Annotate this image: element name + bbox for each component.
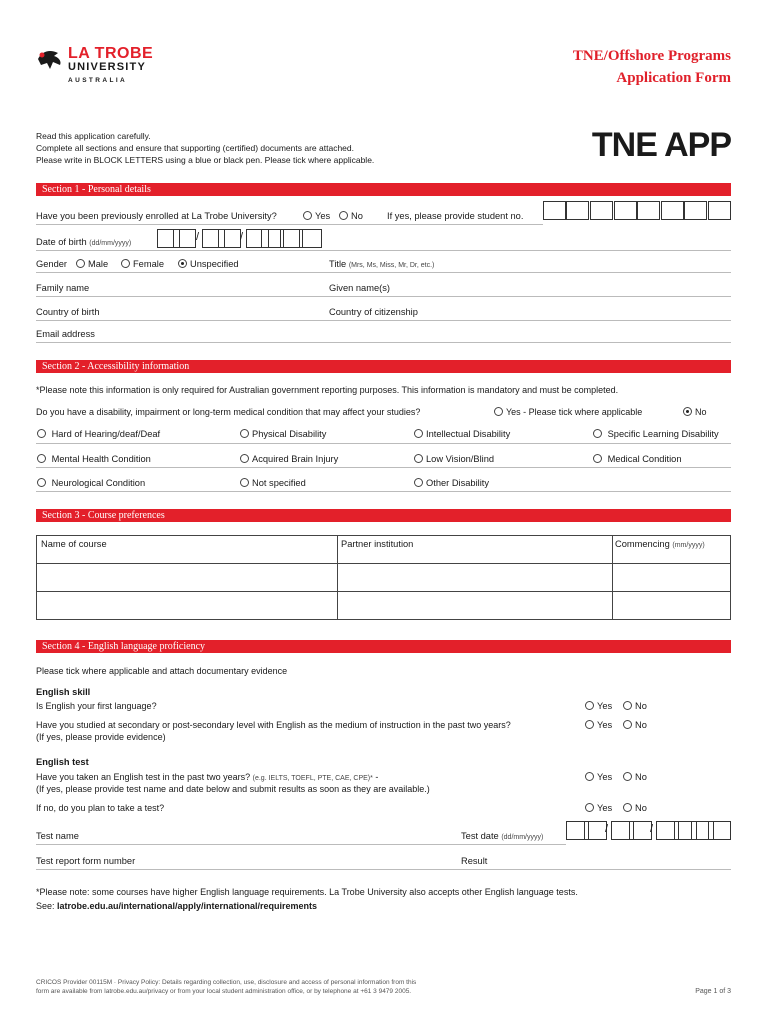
enrolled-no[interactable]: No [339,211,363,221]
logo-line1: LA TROBE [68,45,154,62]
radio-icon [585,803,594,812]
disability-option[interactable]: Hard of Hearing/deaf/Deaf [37,429,160,439]
radio-icon [623,803,632,812]
intro-line-2: Complete all sections and ensure that supporting (certified) documents are attached. [36,143,354,153]
form-title-line2: Application Form [616,70,731,86]
disability-option[interactable]: Intellectual Disability [414,429,510,439]
section2-heading: Section 2 - Accessibility information [36,360,731,373]
q-english-test-sub: (If yes, please provide test name and date below and submit results as soon as they are available.) [36,784,430,794]
col-partner-institution: Partner institution [341,539,414,549]
english-test-heading: English test [36,757,89,767]
enrolled-yes[interactable]: Yes [303,211,330,221]
table-row[interactable] [37,564,730,591]
radio-icon[interactable] [494,407,503,416]
radio-icon[interactable] [303,211,312,220]
eagle-icon [36,47,64,75]
footer-line2: form are available from latrobe.edu.au/privacy or from your local student administration office, or by telephone at +61 3 9479 2005. [36,988,412,995]
english-skill-heading: English skill [36,687,91,697]
test-name-label: Test name [36,831,79,841]
radio-selected-icon[interactable] [178,259,187,268]
logo-line3: AUSTRALIA [68,77,128,84]
intro-line-1: Read this application carefully. [36,131,151,141]
requirements-see: See: latrobe.edu.au/international/apply/international/requirements [36,901,318,911]
q-english-medium-sub: (If yes, please provide evidence) [36,732,166,742]
gender-label: Gender [36,259,68,269]
disability-option[interactable]: Low Vision/Blind [414,454,494,464]
radio-icon [585,772,594,781]
student-no-label: If yes, please provide student no. [387,211,524,221]
radio-icon [623,720,632,729]
col-name-of-course: Name of course [41,539,107,549]
radio-icon [585,701,594,710]
title-label: Title (Mrs, Ms, Miss, Mr, Dr, etc.) [329,259,435,269]
radio-icon[interactable] [339,211,348,220]
requirements-link[interactable]: latrobe.edu.au/international/apply/international/requirements [57,901,318,911]
disability-option[interactable]: Medical Condition [593,454,682,464]
q3-no[interactable]: No [623,772,647,782]
q-english-test: Have you taken an English test in the past two years? (e.g. IELTS, TOEFL, PTE, CAE, CPE)* - [36,772,379,782]
radio-icon [623,701,632,710]
gender-female[interactable]: Female [121,259,164,269]
family-name-label: Family name [36,283,90,293]
app-mark: TNE APP [591,126,731,164]
disability-option[interactable]: Physical Disability [240,429,326,439]
section3-heading: Section 3 - Course preferences [36,509,731,522]
q1-yes[interactable]: Yes [585,701,612,711]
disability-option[interactable]: Other Disability [414,478,489,488]
trf-label: Test report form number [36,856,136,866]
course-table [36,535,731,620]
radio-icon [593,454,602,463]
radio-icon [240,478,249,487]
disability-option[interactable]: Specific Learning Disability [593,429,719,439]
radio-icon[interactable] [76,259,85,268]
country-birth-label: Country of birth [36,307,100,317]
disability-option[interactable]: Neurological Condition [37,478,145,488]
country-citizenship-label: Country of citizenship [329,307,418,317]
radio-icon [414,454,423,463]
logo-line2: UNIVERSITY [68,61,147,73]
english-instruction: Please tick where applicable and attach documentary evidence [36,666,288,676]
radio-icon [37,478,46,487]
section4-heading: Section 4 - English language proficiency [36,640,731,653]
q-first-language: Is English your first language? [36,701,157,711]
radio-icon [414,429,423,438]
radio-icon [414,478,423,487]
radio-icon [623,772,632,781]
gender-male[interactable]: Male [76,259,108,269]
disability-option[interactable]: Mental Health Condition [37,454,151,464]
q3-yes[interactable]: Yes [585,772,612,782]
page-number: Page 1 of 3 [695,988,731,995]
q2-yes[interactable]: Yes [585,720,612,730]
dob-label: Date of birth (dd/mm/yyyy) [36,237,132,247]
enrolled-question: Have you been previously enrolled at La Trobe University? [36,211,277,221]
q2-no[interactable]: No [623,720,647,730]
radio-icon [37,454,46,463]
given-names-label: Given name(s) [329,283,390,293]
english-note: *Please note: some courses have higher English language requirements. La Trobe University also accepts other English language tests. [36,887,578,897]
q-english-medium: Have you studied at secondary or post-secondary level with English as the medium of instruction in the past two years? [36,720,511,730]
q-plan-test: If no, do you plan to take a test? [36,803,165,813]
disability-option[interactable]: Acquired Brain Injury [240,454,338,464]
university-logo [36,45,186,90]
radio-icon [585,720,594,729]
disability-yes[interactable]: Yes - Please tick where applicable [494,407,642,417]
q4-no[interactable]: No [623,803,647,813]
table-row[interactable] [37,592,730,619]
radio-icon [593,429,602,438]
disability-question: Do you have a disability, impairment or long-term medical condition that may affect your studies? [36,407,421,417]
form-title-line1: TNE/Offshore Programs [572,48,731,64]
result-label: Result [461,856,488,866]
gender-unspecified[interactable]: Unspecified [178,259,239,269]
section1-heading: Section 1 - Personal details [36,183,731,196]
email-label: Email address [36,329,95,339]
disability-no[interactable]: No [683,407,707,417]
q1-no[interactable]: No [623,701,647,711]
col-commencing: Commencing (mm/yyyy) [615,539,705,549]
radio-icon [37,429,46,438]
intro-line-3: Please write in BLOCK LETTERS using a blue or black pen. Please tick where applicable. [36,155,375,165]
radio-icon [240,429,249,438]
radio-selected-icon[interactable] [683,407,692,416]
q4-yes[interactable]: Yes [585,803,612,813]
radio-icon[interactable] [121,259,130,268]
footer-line1: CRICOS Provider 00115M · Privacy Policy: Details regarding collection, use, disclosure and access of personal information from this [36,979,417,986]
radio-icon [240,454,249,463]
test-date-label: Test date (dd/mm/yyyy) [461,831,544,841]
accessibility-note: *Please note this information is only required for Australian government reporting purposes. This information is mandatory and must be completed. [36,385,619,395]
disability-option[interactable]: Not specified [240,478,306,488]
